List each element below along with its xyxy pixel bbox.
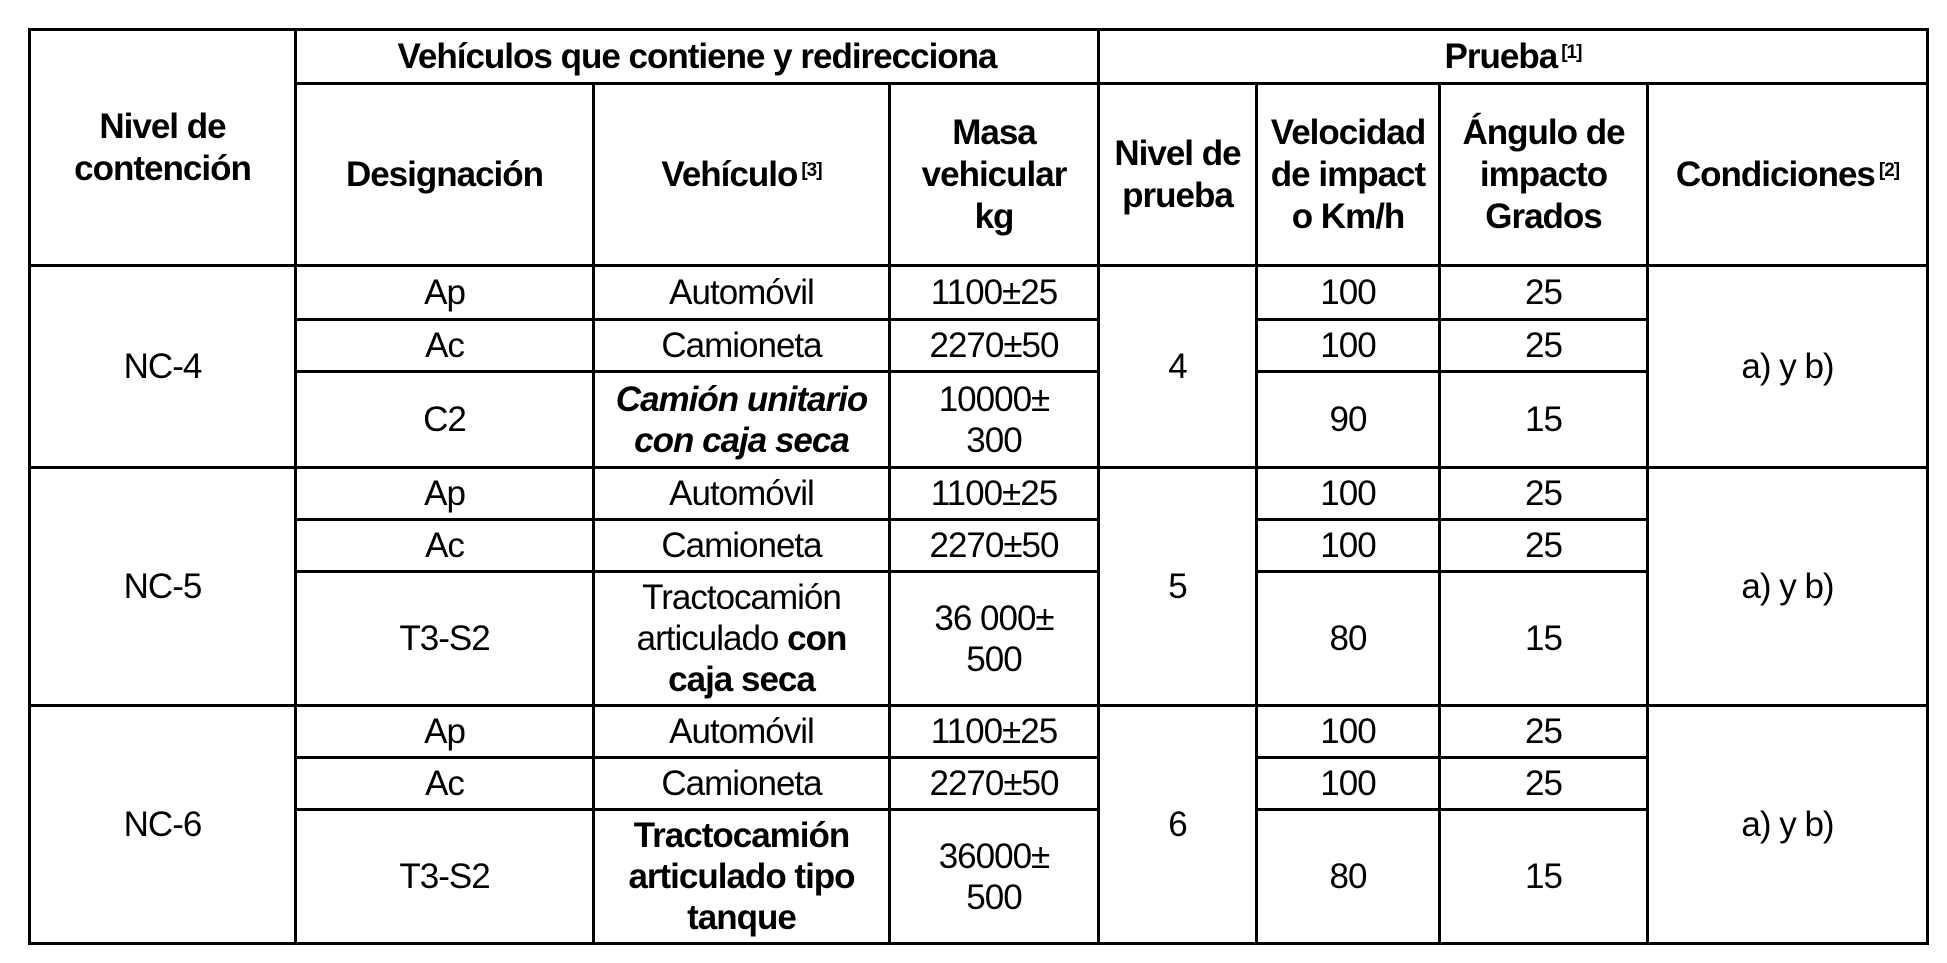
header-prueba-footnote: [1] — [1561, 41, 1582, 63]
header-designacion: Designación — [296, 84, 594, 266]
header-condiciones — [1648, 84, 1928, 266]
nivel-prueba-cell: 4 — [1099, 266, 1257, 468]
angulo-cell: 15 — [1440, 572, 1648, 706]
angulo-cell: 25 — [1440, 758, 1648, 810]
header-vehiculo-label: Vehículo — [661, 154, 798, 194]
velocidad-cell: 100 — [1257, 320, 1440, 372]
masa-cell: 2270±50 — [890, 520, 1099, 572]
header-prueba-group — [1099, 30, 1928, 84]
masa-cell: 1100±25 — [890, 468, 1099, 520]
velocidad-cell: 80 — [1257, 810, 1440, 944]
nivel-cell: NC-4 — [30, 266, 296, 468]
header-vehiculo-footnote: [3] — [801, 159, 822, 181]
table-row — [30, 572, 1928, 706]
condiciones-cell: a) y b) — [1648, 266, 1928, 468]
angulo-cell: 25 — [1440, 520, 1648, 572]
vehiculo-plain-text: Tractocamión articulado — [636, 578, 841, 658]
angulo-cell: 15 — [1440, 810, 1648, 944]
nivel-prueba-cell: 5 — [1099, 468, 1257, 706]
masa-cell: 1100±25 — [890, 706, 1099, 758]
angulo-cell: 25 — [1440, 320, 1648, 372]
designacion-cell: Ap — [296, 706, 594, 758]
designacion-cell: Ac — [296, 758, 594, 810]
table-row — [30, 320, 1928, 372]
header-row-2 — [30, 84, 1928, 266]
masa-cell: 1100±25 — [890, 266, 1099, 320]
angulo-cell: 25 — [1440, 468, 1648, 520]
velocidad-cell: 80 — [1257, 572, 1440, 706]
table-row — [30, 810, 1928, 944]
masa-cell: 36000± 500 — [890, 810, 1099, 944]
table-row — [30, 468, 1928, 520]
header-angulo: Ángulo de impacto Grados — [1440, 84, 1648, 266]
nivel-cell: NC-5 — [30, 468, 296, 706]
header-velocidad: Velocidad de impacto Km/h — [1257, 84, 1440, 266]
designacion-cell: Ac — [296, 520, 594, 572]
header-masa: Masa vehicular kg — [890, 84, 1099, 266]
vehiculo-bold-text: con caja seca — [668, 619, 847, 699]
header-row-1 — [30, 30, 1928, 84]
table-row — [30, 266, 1928, 320]
vehiculo-cell: Automóvil — [594, 468, 890, 520]
angulo-cell: 25 — [1440, 706, 1648, 758]
header-condiciones-footnote: [2] — [1878, 159, 1900, 181]
table-row — [30, 758, 1928, 810]
header-nivel-prueba: Nivel de prueba — [1099, 84, 1257, 266]
document-page — [28, 28, 1929, 945]
masa-cell: 36 000± 500 — [890, 572, 1099, 706]
table-row — [30, 372, 1928, 468]
header-vehiculos-group — [296, 30, 1099, 84]
angulo-cell: 15 — [1440, 372, 1648, 468]
vehiculo-cell: Camión unitario con caja seca — [594, 372, 890, 468]
designacion-cell: T3-S2 — [296, 572, 594, 706]
velocidad-cell: 100 — [1257, 468, 1440, 520]
angulo-cell: 25 — [1440, 266, 1648, 320]
velocidad-cell: 100 — [1257, 520, 1440, 572]
velocidad-cell: 100 — [1257, 266, 1440, 320]
vehiculo-cell — [594, 572, 890, 706]
header-condiciones-label: Condiciones — [1675, 154, 1875, 194]
designacion-cell: T3-S2 — [296, 810, 594, 944]
header-prueba-label: Prueba — [1444, 36, 1558, 76]
header-nivel-contencion: Nivel de contención — [30, 30, 296, 266]
vehiculo-cell: Camioneta — [594, 520, 890, 572]
containment-levels-table — [28, 28, 1929, 945]
vehiculo-cell: Automóvil — [594, 706, 890, 758]
velocidad-cell: 100 — [1257, 706, 1440, 758]
masa-cell: 10000± 300 — [890, 372, 1099, 468]
designacion-cell: Ap — [296, 266, 594, 320]
masa-cell: 2270±50 — [890, 320, 1099, 372]
vehiculo-cell: Tractocamión articulado tipo tanque — [594, 810, 890, 944]
header-vehiculo — [594, 84, 890, 266]
velocidad-cell: 100 — [1257, 758, 1440, 810]
nivel-cell: NC-6 — [30, 706, 296, 944]
table-row — [30, 706, 1928, 758]
masa-cell: 2270±50 — [890, 758, 1099, 810]
table-row — [30, 520, 1928, 572]
vehiculo-cell: Camioneta — [594, 320, 890, 372]
nivel-prueba-cell: 6 — [1099, 706, 1257, 944]
condiciones-cell: a) y b) — [1648, 706, 1928, 944]
vehiculo-cell: Automóvil — [594, 266, 890, 320]
designacion-cell: C2 — [296, 372, 594, 468]
condiciones-cell: a) y b) — [1648, 468, 1928, 706]
header-vehiculos-group-label: Vehículos que contiene y redirecciona — [397, 36, 997, 76]
velocidad-cell: 90 — [1257, 372, 1440, 468]
designacion-cell: Ac — [296, 320, 594, 372]
vehiculo-cell: Camioneta — [594, 758, 890, 810]
designacion-cell: Ap — [296, 468, 594, 520]
